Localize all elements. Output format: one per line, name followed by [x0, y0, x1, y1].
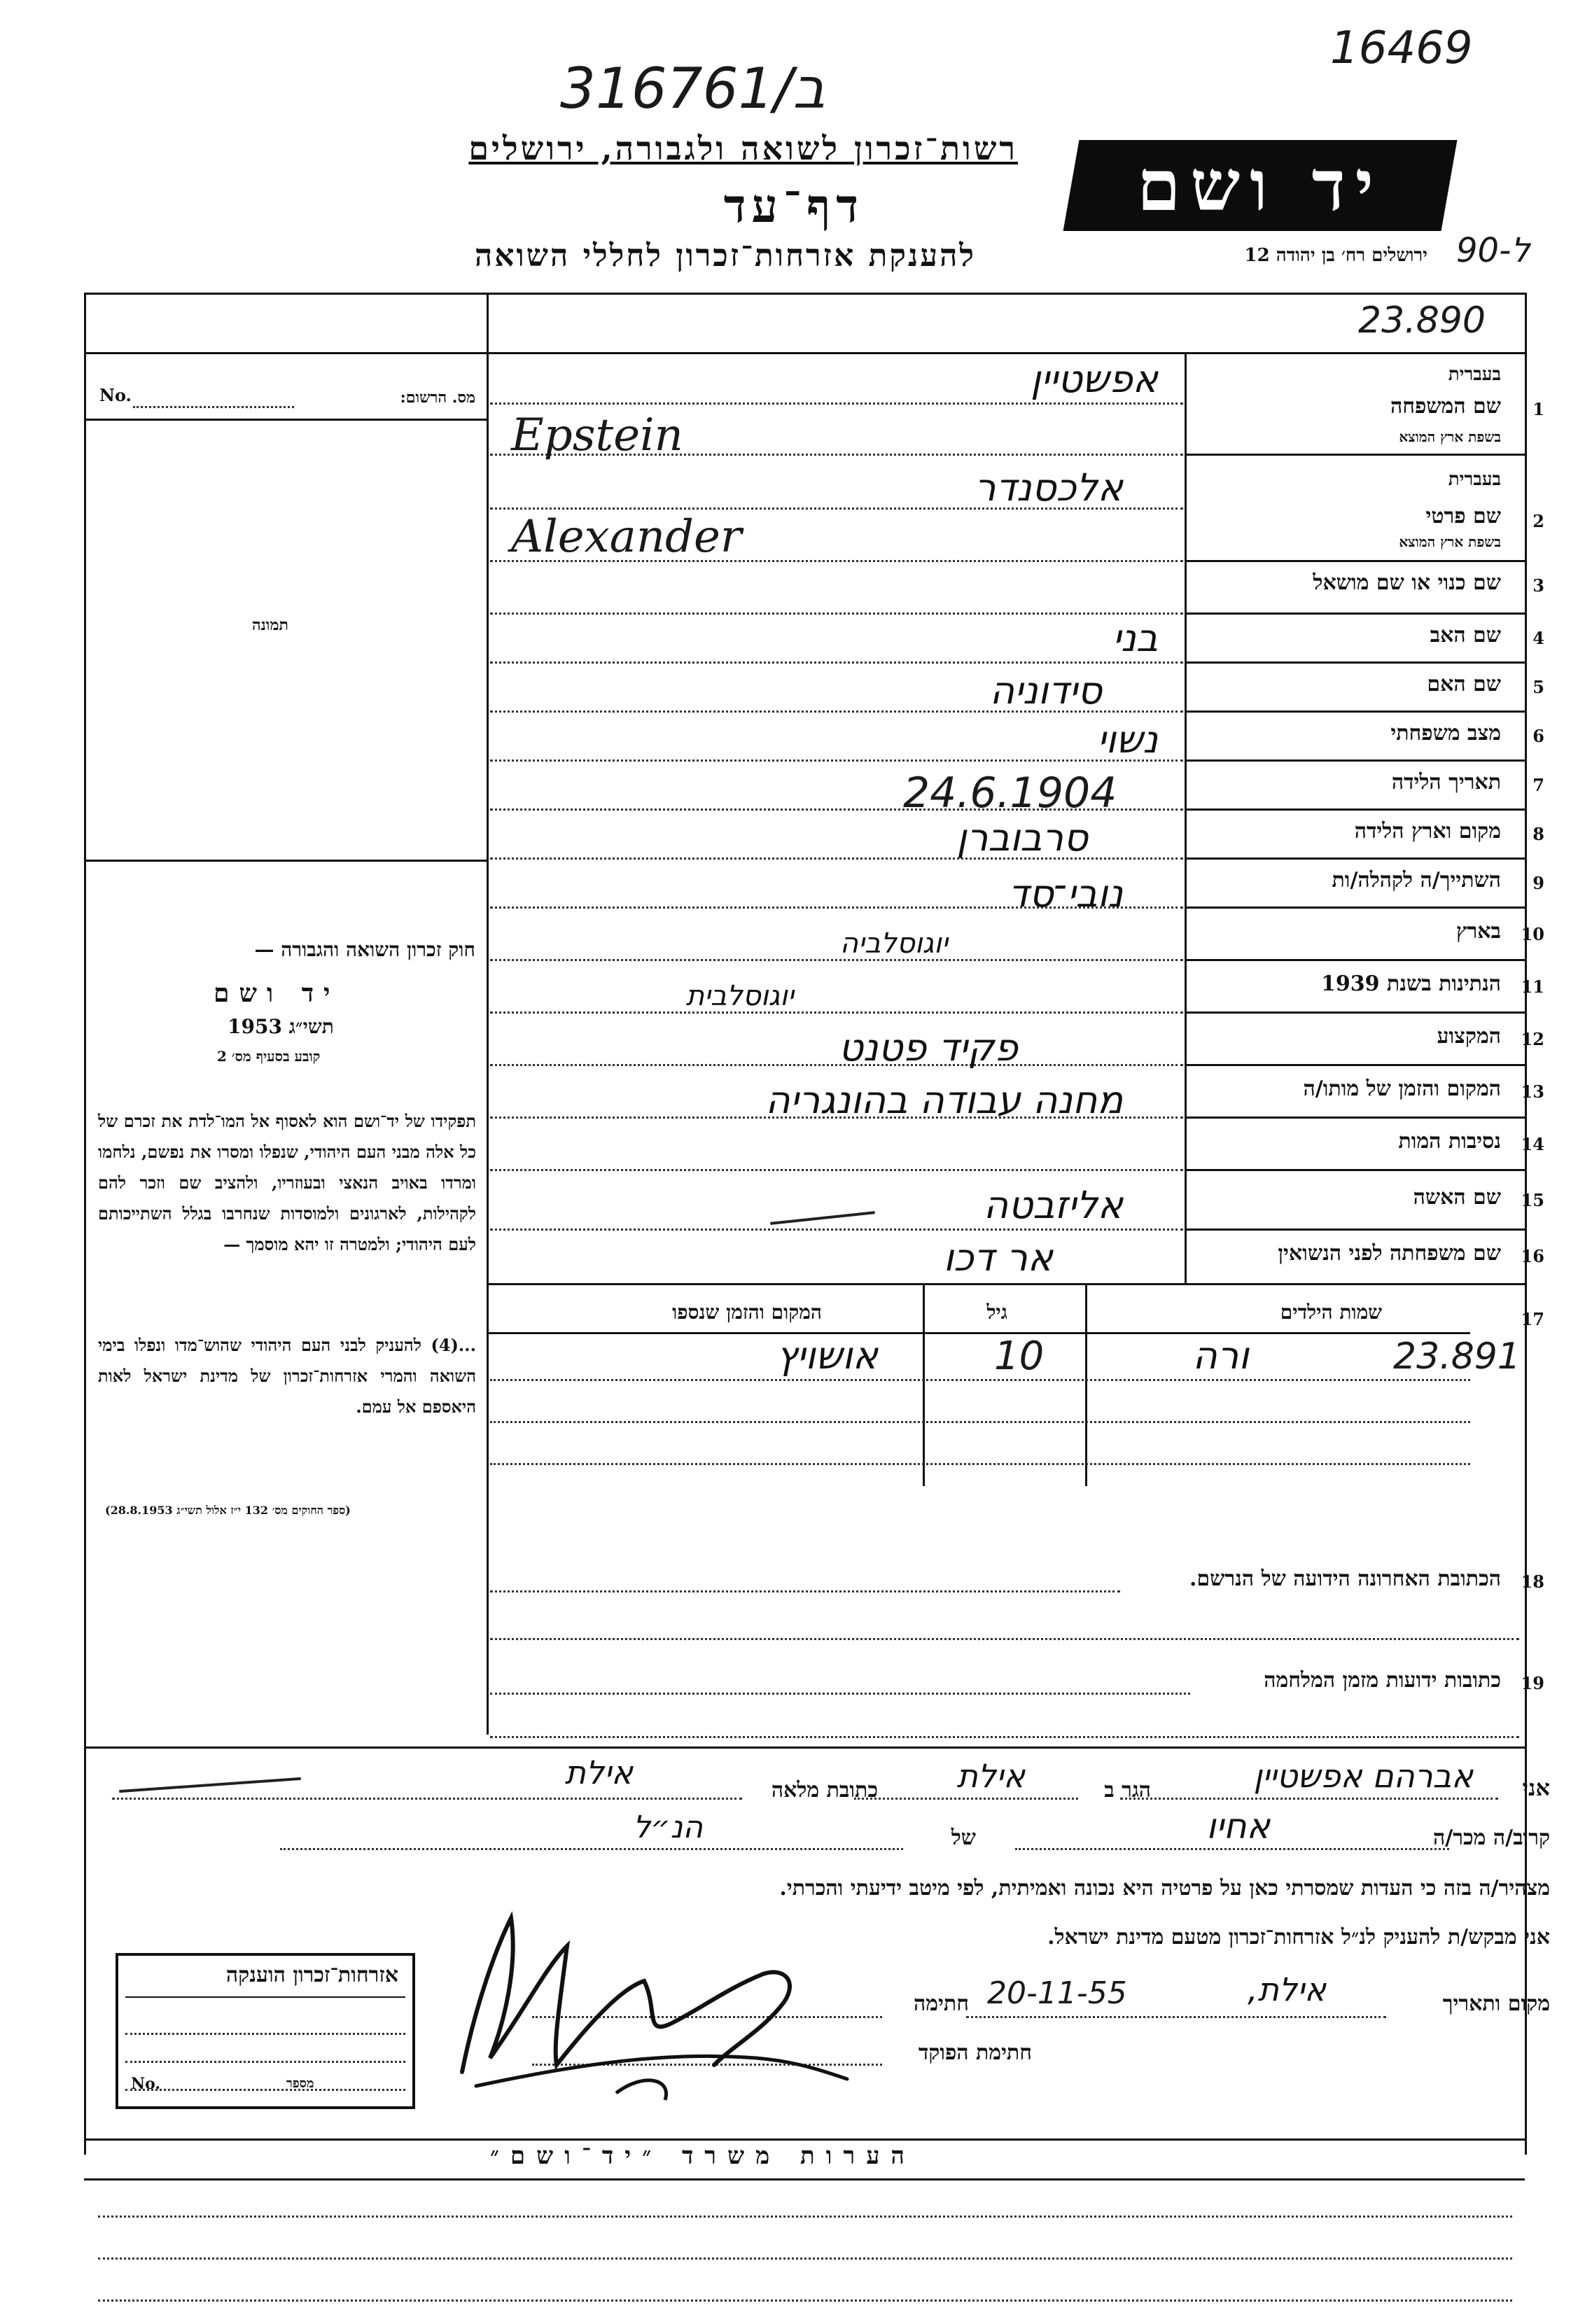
declaration-text: מצהיר/ה בזה כי העדות שמסרתי כאן על פרטיה היא נכונה ואמיתית, לפי מיטב ידיעתי והכרתי.: [779, 1876, 1550, 1900]
field-8-number: 8: [1532, 824, 1544, 844]
field-9-label: השתייך/ה לקהלה/ות: [1332, 868, 1501, 892]
wife-maiden-name: אר דכו: [943, 1236, 1053, 1280]
field-14-number: 14: [1521, 1134, 1544, 1154]
field-6-label: מצב משפחתי: [1390, 721, 1501, 746]
field-16-label: שם משפחתה לפני הנשואין: [1278, 1241, 1501, 1266]
field-19-number: 19: [1521, 1673, 1544, 1693]
signature-label: חתימה: [914, 1991, 969, 2016]
field-2-number: 2: [1532, 511, 1544, 531]
field-1-number: 1: [1532, 399, 1544, 419]
archive-number: 16469: [1330, 22, 1473, 74]
declarant-residence: אילת: [956, 1757, 1025, 1795]
field-7-label: תאריך הלידה: [1391, 770, 1501, 794]
registration-no-label: No.: [99, 385, 132, 405]
child-1-record-number: 23.891: [1393, 1336, 1521, 1378]
field-11-number: 11: [1521, 976, 1544, 997]
law-text-1: תפקידו של יד־ושם הוא לאסוף אל המו־לדת את זכרם של כל אלה מבני העם היהודי, שנפלו ומסרו את נפשם, נלחמו ומרדו באויב הנאצי ובעוזריו, ולהציב שם וזכר להם לקהילות, לארגונים ולמוסדות שנחרבו בגלל השתייכותם לעם היהודי; ולמטרה זו יהא מוסמך —: [98, 1111, 476, 1254]
authority-name: רשות־זכרון לשואה ולגבורה, ירושלים: [468, 130, 1018, 167]
photo-label: תמונה: [252, 616, 288, 634]
stamp-number-label: מספר: [286, 2076, 314, 2091]
field-4-number: 4: [1532, 628, 1544, 648]
full-address-label: כתובת מלאה: [771, 1778, 878, 1802]
surname-latin: Epstein: [511, 410, 683, 461]
law-section: קובע בסעיף מס׳ 2: [217, 1048, 321, 1065]
field-4-label: שם האב: [1430, 623, 1501, 648]
child-1-name: ורה: [1192, 1334, 1249, 1378]
of-label: של: [951, 1826, 976, 1850]
field-9-number: 9: [1532, 873, 1544, 893]
record-number: 23.890: [1358, 300, 1486, 342]
field-11-label: הנתינות בשנת 1939: [1320, 972, 1501, 996]
crossed-out-address: [119, 1777, 301, 1793]
law-title: חוק זכרון השואה והגבורה —: [254, 938, 475, 961]
field-12-label: המקצוע: [1437, 1024, 1501, 1049]
field-10-label: בארץ: [1455, 919, 1501, 944]
field-5-number: 5: [1532, 677, 1544, 697]
law-reference: (ספר החוקים מס׳ 132 י״ז אלול תשי״ג 28.8.1953): [105, 1504, 351, 1517]
first-name-hebrew: אלכסנדר: [975, 465, 1123, 510]
field-1-hebrew-label: בעברית: [1448, 364, 1501, 385]
officer-signature-label: חתימת הפוקד: [918, 2040, 1032, 2065]
field-2-hebrew-label: בעברית: [1448, 469, 1501, 490]
field-1-local-label: בשפת ארץ המוצא: [1399, 428, 1501, 445]
signing-date: 20-11-55: [987, 1975, 1127, 2011]
field-18-label: הכתובת האחרונה הידועה של הנרשם.: [1189, 1567, 1501, 1591]
child-1-place: אושויץ: [776, 1334, 878, 1378]
stamp-no-label: No.: [131, 2075, 161, 2093]
mother-name: סידוניה: [989, 668, 1102, 713]
community: נובי־סד: [1008, 872, 1123, 916]
request-text: אני מבקש/ת להעניק לנ״ל אזרחות־זכרון מטעם מדינת ישראל.: [1047, 1925, 1550, 1949]
logo-address: ירושלים רח׳ בן יהודה 12: [1244, 245, 1427, 266]
relation-label: קרוב/ה מכר/ה: [1433, 1826, 1550, 1850]
children-names-header: שמות הילדים: [1280, 1301, 1382, 1324]
file-number: 316761/ב: [560, 56, 825, 121]
field-14-label: נסיבות המות: [1398, 1129, 1501, 1154]
logo-text: יד ושם: [1137, 144, 1383, 227]
wife-name: אליזבטה: [983, 1183, 1123, 1227]
notes-title: הערות משרד ״יד־ושם״: [490, 2142, 916, 2170]
law-name: יד ושם: [214, 979, 340, 1008]
place-date-label: מקום ותאריך: [1442, 1991, 1550, 2016]
field-5-label: שם האם: [1427, 672, 1501, 696]
law-text-2: ...(4) להעניק לבני העם היהודי שהוש־מדו ונפלו בימי השואה והמרי אזרחות־זכרון של מדינת ישראל לאות היאספם אל עמם.: [98, 1335, 476, 1417]
field-2-label: שם פרטי: [1425, 504, 1501, 528]
side-note: 90-ל: [1456, 231, 1530, 270]
surname-hebrew: אפשטיין: [1031, 357, 1158, 401]
field-13-number: 13: [1521, 1082, 1544, 1102]
yad-vashem-logo: [1063, 140, 1458, 231]
field-2-local-label: בשפת ארץ המוצא: [1399, 533, 1501, 550]
crossed-out-word: [770, 1211, 875, 1225]
field-7-number: 7: [1532, 775, 1544, 795]
declarant-name: אברהם אפשטיין: [1253, 1757, 1473, 1795]
field-10-number: 10: [1521, 924, 1544, 944]
field-15-number: 15: [1521, 1190, 1544, 1210]
father-name: בני: [1112, 616, 1158, 660]
citizenship-stamp-box: [116, 1953, 415, 2109]
child-1-age: 10: [994, 1334, 1045, 1379]
marital-status: נשוי: [1097, 718, 1158, 762]
signing-place: אילת,: [1247, 1970, 1326, 2008]
form-subtitle: להענקת אזרחות־זכרון לחללי השואה: [474, 238, 976, 274]
field-13-label: המקום והזמן של מותו/ה: [1303, 1077, 1501, 1101]
field-15-label: שם האשה: [1413, 1185, 1501, 1210]
children-place-header: המקום והזמן שנספו: [672, 1301, 822, 1324]
law-year: תשי״ג 1953: [228, 1015, 334, 1038]
field-12-number: 12: [1521, 1029, 1544, 1049]
first-name-latin: Alexander: [511, 511, 742, 563]
field-17-number: 17: [1521, 1309, 1544, 1329]
declarant-address: אילת: [564, 1754, 633, 1791]
declarant-relation: אחיו: [1206, 1806, 1270, 1847]
birth-date: 24.6.1904: [903, 769, 1117, 818]
form-title: דף־עד: [723, 178, 864, 233]
field-6-number: 6: [1532, 726, 1544, 746]
registration-label: מס. הרשום:: [400, 388, 475, 407]
country: יוגוסלביה: [839, 927, 948, 960]
children-age-header: גיל: [986, 1301, 1007, 1324]
resides-label: הגר ב: [1104, 1778, 1151, 1802]
field-1-label: שם המשפחה: [1390, 394, 1501, 419]
field-18-number: 18: [1521, 1572, 1544, 1592]
field-8-label: מקום וארץ הלידה: [1354, 819, 1501, 844]
declarant-signature: [434, 1904, 882, 2114]
field-3-number: 3: [1532, 575, 1544, 596]
relation-of: הנ״ל: [633, 1809, 703, 1845]
declarant-ani-label: אני: [1522, 1774, 1550, 1801]
profession: פקיד פטנט: [838, 1026, 1018, 1070]
citizenship-1939: יוגוסלבית: [685, 980, 794, 1012]
birth-place: סרבוברן: [956, 816, 1088, 860]
field-16-number: 16: [1521, 1246, 1544, 1266]
field-19-label: כתובות ידועות מזמן המלחמה: [1264, 1668, 1501, 1693]
stamp-box-title: אזרחות־זכרון הוענקה: [225, 1963, 398, 1987]
place-of-death: מחנה עבודה בהונגריה: [765, 1078, 1123, 1122]
field-3-label: שם כנוי או שם מושאל: [1313, 570, 1501, 595]
